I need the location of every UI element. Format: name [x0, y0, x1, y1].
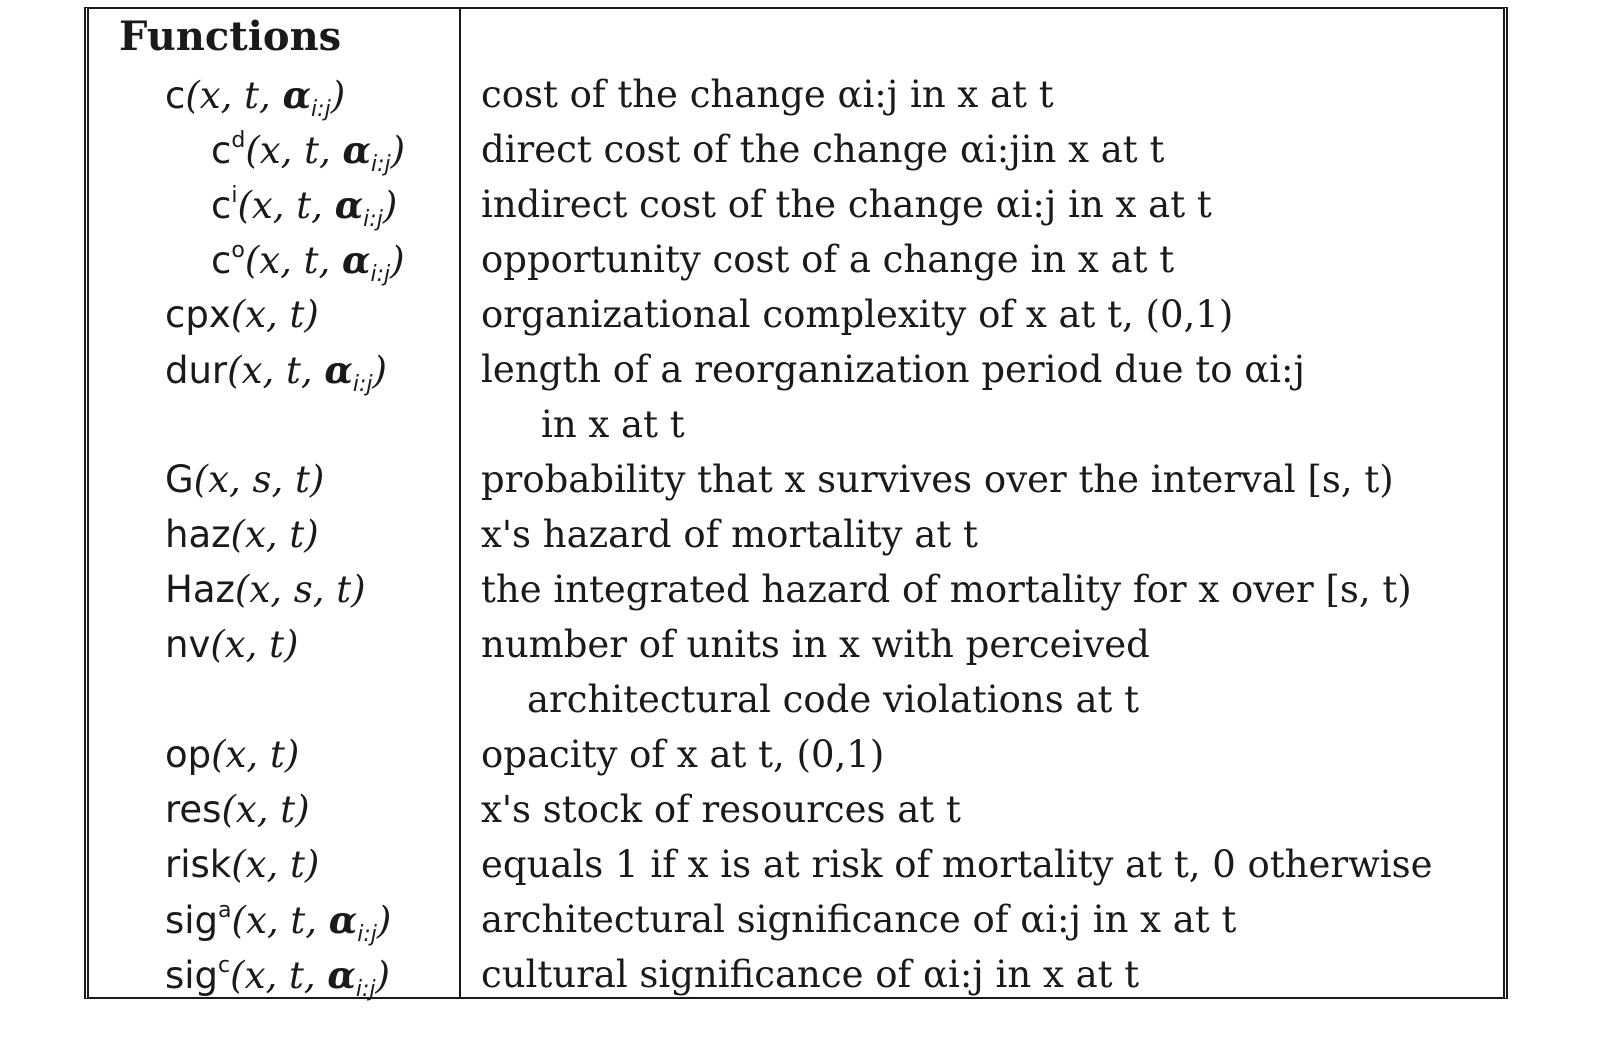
- function-term: [165, 293, 319, 336]
- table-row: [89, 623, 1503, 679]
- function-arguments: (x, t,: [244, 239, 343, 282]
- function-description: probability that x survives over the interval [s, t): [481, 458, 1394, 501]
- function-term: [165, 568, 366, 611]
- function-term: [165, 513, 319, 556]
- alpha-symbol: α: [342, 238, 371, 282]
- function-description: opacity of x at t, (0,1): [481, 733, 885, 776]
- function-name: c: [165, 74, 186, 117]
- function-superscript: d: [231, 128, 246, 153]
- alpha-symbol: α: [282, 73, 312, 117]
- function-arguments: (x, t): [211, 733, 300, 776]
- closing-paren: ): [390, 239, 405, 282]
- functions-table: [84, 7, 1508, 1002]
- closing-paren: ): [372, 349, 387, 392]
- table-row: [89, 293, 1503, 349]
- function-description: architectural significance of αi:j in x at t: [481, 898, 1237, 941]
- function-name: nv: [165, 623, 211, 666]
- function-term: [165, 733, 299, 776]
- function-arguments: (x, t,: [231, 899, 329, 942]
- function-description: organizational complexity of x at t, (0,1): [481, 293, 1234, 336]
- function-description: the integrated hazard of mortality for x over [s, t): [481, 568, 1412, 611]
- table-row: [89, 183, 1503, 239]
- table-row: [89, 73, 1503, 129]
- closing-paren: ): [382, 184, 398, 227]
- table-row: [89, 953, 1503, 1009]
- function-arguments: (x, s, t): [193, 458, 325, 501]
- function-term: [165, 623, 299, 666]
- function-description: cultural significance of αi:j in x at t: [481, 953, 1140, 996]
- table-row: [89, 403, 1503, 459]
- function-description: equals 1 if x is at risk of mortality at t, 0 otherwise: [481, 843, 1433, 886]
- function-description: x's hazard of mortality at t: [481, 513, 978, 556]
- function-name: Haz: [165, 568, 235, 611]
- function-description: in x at t: [541, 403, 685, 446]
- closing-paren: ): [330, 74, 346, 117]
- function-term: [165, 788, 310, 831]
- table-row: [89, 348, 1503, 404]
- alpha-subscript: i:j: [357, 922, 377, 947]
- function-name: c: [211, 184, 232, 227]
- alpha-subscript: i:j: [352, 372, 373, 397]
- alpha-subscript: i:j: [355, 977, 376, 1002]
- function-description: length of a reorganization period due to αi:j: [481, 348, 1305, 391]
- function-name: dur: [165, 349, 228, 392]
- function-name: c: [211, 129, 232, 172]
- table-header: Functions: [119, 13, 342, 60]
- table-row: [89, 568, 1503, 624]
- function-arguments: (x, t,: [237, 184, 335, 227]
- function-superscript: o: [231, 238, 245, 263]
- function-term: [165, 843, 319, 886]
- function-term: [211, 238, 405, 287]
- function-description: indirect cost of the change αi:j in x at t: [481, 183, 1212, 226]
- table-row: [89, 458, 1503, 514]
- function-name: c: [211, 239, 232, 282]
- function-arguments: (x, t,: [230, 954, 328, 997]
- alpha-subscript: i:j: [311, 97, 331, 122]
- function-superscript: i: [231, 183, 238, 208]
- table-row: [89, 843, 1503, 899]
- function-arguments: (x, t): [230, 513, 319, 556]
- function-term: [165, 348, 387, 397]
- alpha-symbol: α: [324, 348, 353, 392]
- function-description: cost of the change αi:j in x at t: [481, 73, 1054, 116]
- function-arguments: (x, t): [210, 623, 299, 666]
- closing-paren: ): [375, 954, 390, 997]
- function-name: haz: [165, 513, 231, 556]
- function-name: op: [165, 733, 212, 776]
- function-term: [165, 458, 324, 501]
- table-row: [89, 788, 1503, 844]
- table-row: [89, 733, 1503, 789]
- function-name: cpx: [165, 293, 231, 336]
- function-arguments: (x, t,: [245, 129, 343, 172]
- function-description: architectural code violations at t: [527, 678, 1140, 721]
- alpha-subscript: i:j: [370, 262, 391, 287]
- function-arguments: (x, t,: [185, 74, 283, 117]
- table-row: [89, 678, 1503, 734]
- function-arguments: (x, t): [231, 843, 320, 886]
- alpha-subscript: i:j: [371, 152, 391, 177]
- function-term: [165, 953, 390, 1002]
- function-term: [165, 898, 391, 947]
- function-name: G: [165, 458, 194, 501]
- table-row: [89, 128, 1503, 184]
- alpha-symbol: α: [342, 128, 372, 172]
- function-name: sig: [165, 954, 219, 997]
- function-description: x's stock of resources at t: [481, 788, 961, 831]
- closing-paren: ): [376, 899, 392, 942]
- table-row: [89, 238, 1503, 294]
- function-term: [211, 128, 405, 177]
- function-description: opportunity cost of a change in x at t: [481, 238, 1175, 281]
- function-description: number of units in x with perceived: [481, 623, 1150, 666]
- function-name: res: [165, 788, 222, 831]
- function-superscript: c: [218, 953, 231, 978]
- alpha-symbol: α: [334, 183, 364, 227]
- function-term: [165, 73, 345, 122]
- alpha-symbol: α: [328, 898, 358, 942]
- function-name: sig: [165, 899, 219, 942]
- function-arguments: (x, t): [221, 788, 310, 831]
- function-name: risk: [165, 843, 232, 886]
- table-row: [89, 513, 1503, 569]
- function-superscript: a: [218, 898, 232, 923]
- function-arguments: (x, t,: [227, 349, 325, 392]
- alpha-symbol: α: [327, 953, 356, 997]
- function-term: [211, 183, 397, 232]
- function-arguments: (x, s, t): [234, 568, 366, 611]
- alpha-subscript: i:j: [363, 207, 383, 232]
- closing-paren: ): [390, 129, 406, 172]
- function-arguments: (x, t): [230, 293, 319, 336]
- function-description: direct cost of the change αi:jin x at t: [481, 128, 1165, 171]
- table-row: [89, 898, 1503, 954]
